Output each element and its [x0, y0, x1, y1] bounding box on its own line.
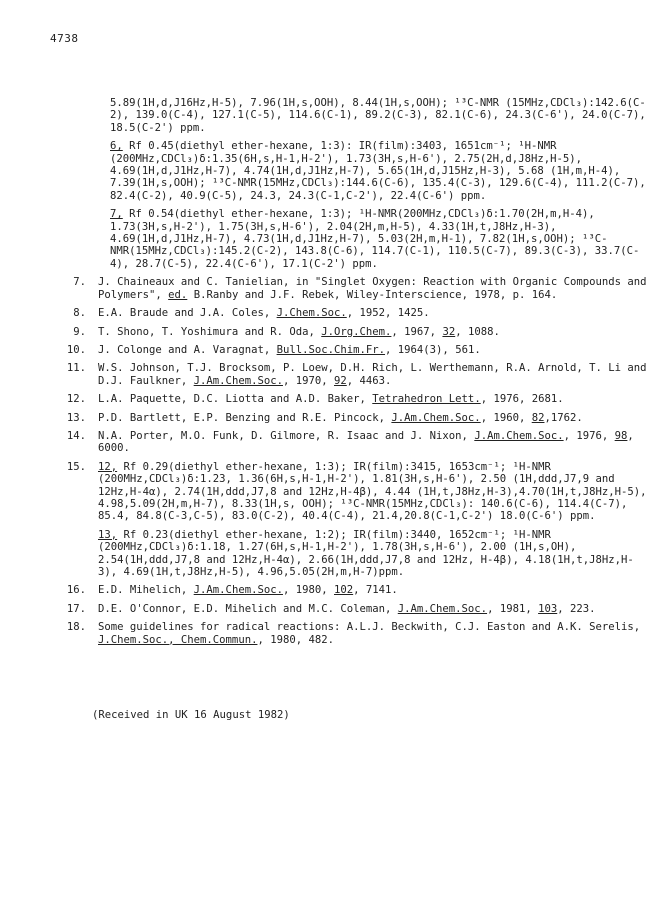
reference-authors: P.D. Bartlett, E.P. Benzing and R.E. Pincock, [98, 411, 392, 424]
compound-13-label: 13, [98, 528, 118, 541]
received-date: (Received in UK 16 August 1982) [92, 709, 290, 721]
reference-entry [50, 393, 650, 405]
reference-journal: Bull.Soc.Chim.Fr. [276, 343, 386, 356]
reference-entry [50, 603, 650, 615]
reference-authors: J. Chaineaux and C. Tanielian, in "Singlet Oxygen: Reaction with Organic Compounds and Polymers", [98, 276, 647, 301]
compound-13-data: Rf 0.23(diethyl ether-hexane, 1:2); IR(film):3440, 1652cm⁻¹; ¹H-NMR (200MHz,CDCl₃)δ:1.18, 1.27(6H,s,H-1,H-2'), 1.78(3H,s,H-6'), 2.00 (1H,s,OH), 2.54(1H,ddd,J7,8 and 12Hz,H-4α), 2.66(1H,ddd,J7,8 and 12Hz, H-4β), 4.18(1H,t,J8Hz,H-3), 4.69(1H,t,J8Hz,H-5), 4.96,5.05(2H,m,H-7)ppm. [98, 528, 634, 578]
reference-journal: J.Am.Chem.Soc. [397, 602, 488, 615]
reference-details: , 1964(3), 561. [385, 343, 481, 356]
notes-body [50, 97, 653, 652]
reference-authors: N.A. Porter, M.O. Funk, D. Gilmore, R. Isaac and J. Nixon, [98, 429, 475, 442]
reference-details: , 1976, [563, 429, 615, 442]
reference-details: , 1980, 482. [257, 633, 334, 646]
reference-volume: 82 [531, 411, 545, 424]
reference-pages: , 7141. [353, 584, 398, 597]
reference-details: , 1981, [487, 602, 539, 615]
reference-details: , 1980, [282, 584, 334, 597]
reference-volume: 98 [614, 429, 628, 442]
reference-number: 10. [66, 343, 86, 356]
compound-7-label: 7, [110, 208, 123, 221]
reference-journal: J.Org.Chem. [321, 325, 392, 338]
compound-6-data: Rf 0.45(diethyl ether-hexane, 1:3): IR(film):3403, 1651cm⁻¹; ¹H-NMR (200MHz,CDCl₃)δ:1.35(6H,s,H-1,H-2'), 1.73(3H,s,H-6'), 2.75(2H,d,J8Hz,H-5), 4.69(1H,d,J1Hz,H-7), 4.74(1H,d,J1Hz,H-7), 5.65(1H,d,J15Hz,H-3), 5.68 (1H,m,H-4), 7.39(1H,s,OOH); ¹³C-NMR(15MHz,CDCl₃):144.6(C-6), 135.4(C-3), 129.6(C-4), 111.2(C-7), 82.4(C-2), 40.9(C-5), 24.3, 24.3(C-1,C-2'), 22.4(C-6') ppm. [110, 140, 646, 202]
reference-text [98, 430, 650, 455]
reference-number: 14. [66, 429, 86, 442]
reference-text [98, 307, 650, 319]
reference-entry [50, 276, 650, 301]
compound-12-data: Rf 0.29(diethyl ether-hexane, 1:3); IR(film):3415, 1653cm⁻¹; ¹H-NMR (200MHz,CDCl₃)δ:1.23, 1.36(6H,s,H-1,H-2'), 1.81(3H,s,H-6'), 2.50 (1H,ddd,J7,9 and 12Hz,H-4α), 2.74(1H,ddd,J7,8 and 12Hz,H-4β), 4.44 (1H,t,J8Hz,H-3),4.70(1H,t,J8Hz,H-5), 4.98,5.09(2H,m,H-7), 8.33(1H,s, OOH); ¹³C-NMR(15MHz,CDCl₃): 140.6(C-6), 114.4(C-7), 85.4, 84.8(C-3,C-5), 83.0(C-2), 40.4(C-4), 21.4,20.8(C-1,C-2') 18.0(C-6') ppm. [98, 460, 647, 523]
reference-number: 7. [73, 276, 86, 289]
reference-authors: W.S. Johnson, T.J. Brocksom, P. Loew, D.H. Rich, L. Werthemann, R.A. Arnold, T. Li and D.J. Faulkner, [98, 362, 647, 387]
reference-pages: , 6000. [98, 429, 634, 455]
reference-text [98, 412, 650, 424]
compound-6-label: 6, [110, 140, 123, 153]
reference-authors: E.A. Braude and J.A. Coles, [98, 307, 277, 320]
reference-entry [50, 412, 650, 424]
reference-authors: D.E. O'Connor, E.D. Mihelich and M.C. Coleman, [98, 602, 398, 615]
references-list-tail [50, 584, 650, 646]
reference-number: 16. [66, 584, 86, 597]
reference-authors: J. Colonge and A. Varagnat, [98, 343, 277, 356]
reference-number: 8. [73, 307, 86, 320]
reference-number: 15. [66, 460, 86, 473]
reference-15 [50, 461, 650, 579]
compound-7-entry [110, 208, 650, 270]
reference-text [98, 621, 650, 646]
reference-authors: L.A. Paquette, D.C. Liotta and A.D. Baker, [98, 393, 373, 406]
reference-entry [50, 621, 650, 646]
reference-authors: T. Shono, T. Yoshimura and R. Oda, [98, 325, 322, 338]
reference-volume: 32 [442, 325, 456, 338]
reference-text [98, 603, 650, 615]
reference-number: 9. [73, 325, 86, 338]
reference-pages: , 223. [557, 602, 596, 615]
reference-details: , 1952, 1425. [346, 307, 430, 320]
reference-journal: J.Chem.Soc., Chem.Commun. [98, 633, 258, 646]
reference-pages: , 1088. [455, 325, 500, 338]
reference-number: 13. [66, 411, 86, 424]
page-number: 4738 [50, 32, 79, 45]
reference-details: , 1976, 2681. [480, 393, 564, 406]
compound-7-data: Rf 0.54(diethyl ether-hexane, 1:3); ¹H-NMR(200MHz,CDCl₃)δ:1.70(2H,m,H-4), 1.73(3H,s,H-2'), 1.75(3H,s,H-6'), 2.04(2H,m,H-5), 4.33(1H,t,J8Hz,H-3), 4.69(1H,d,J1Hz,H-7), 4.73(1H,d,J1Hz,H-7), 5.03(2H,m,H-1), 7.82(1H,s,OOH); ¹³C-NMR(15MHz,CDCl₃):145.2(C-2), 143.8(C-6), 114.7(C-1), 110.5(C-7), 89.3(C-3), 33.7(C-4), 28.7(C-5), 22.4(C-6'), 17.1(C-2') ppm. [110, 208, 640, 270]
reference-journal: J.Chem.Soc. [276, 307, 347, 320]
reference-volume: 92 [334, 374, 347, 387]
reference-details: , 1960, [480, 411, 532, 424]
reference-entry [50, 362, 650, 387]
reference-entry [50, 430, 650, 455]
reference-entry [50, 344, 650, 356]
reference-entry [50, 307, 650, 319]
reference-number: 11. [66, 362, 86, 375]
nmr-continuation: 5.89(1H,d,J16Hz,H-5), 7.96(1H,s,OOH), 8.44(1H,s,OOH); ¹³C-NMR (15MHz,CDCl₃):142.6(C-2), 139.0(C-4), 127.1(C-5), 114.6(C-1), 89.2(C-3), 82.1(C-6), 24.3(C-6'), 24.0(C-7), 18.5(C-2') ppm. [110, 97, 653, 134]
compound-6-entry [110, 140, 650, 202]
reference-text [98, 276, 650, 301]
reference-number: 17. [66, 602, 86, 615]
reference-entry [50, 584, 650, 596]
reference-journal: ed. [168, 288, 188, 301]
reference-journal: J.Am.Chem.Soc. [391, 411, 481, 424]
reference-text [98, 344, 650, 356]
reference-pages: , 4463. [346, 374, 392, 387]
reference-journal: J.Am.Chem.Soc. [193, 584, 283, 597]
reference-text [98, 584, 650, 596]
reference-journal: Tetrahedron Lett. [372, 393, 481, 406]
reference-volume: 103 [538, 602, 558, 615]
reference-details: , 1967, [391, 325, 443, 338]
reference-journal: J.Am.Chem.Soc. [193, 374, 283, 387]
reference-text [98, 326, 650, 338]
reference-authors: Some guidelines for radical reactions: A.L.J. Beckwith, C.J. Easton and A.K. Serelis, [98, 621, 641, 634]
reference-text [98, 393, 650, 405]
compound-12-label: 12, [98, 460, 118, 473]
reference-text [98, 362, 650, 387]
references-list [50, 276, 650, 454]
reference-entry [50, 326, 650, 338]
reference-details: , 1970, [282, 374, 334, 387]
reference-authors: E.D. Mihelich, [98, 584, 194, 597]
reference-details: B.Ranby and J.F. Rebek, Wiley-Interscience, 1978, p. 164. [187, 288, 558, 301]
reference-number: 18. [66, 621, 86, 634]
reference-number: 12. [66, 393, 86, 406]
reference-volume: 102 [334, 584, 354, 597]
reference-journal: J.Am.Chem.Soc. [474, 429, 564, 442]
reference-pages: ,1762. [544, 411, 583, 424]
